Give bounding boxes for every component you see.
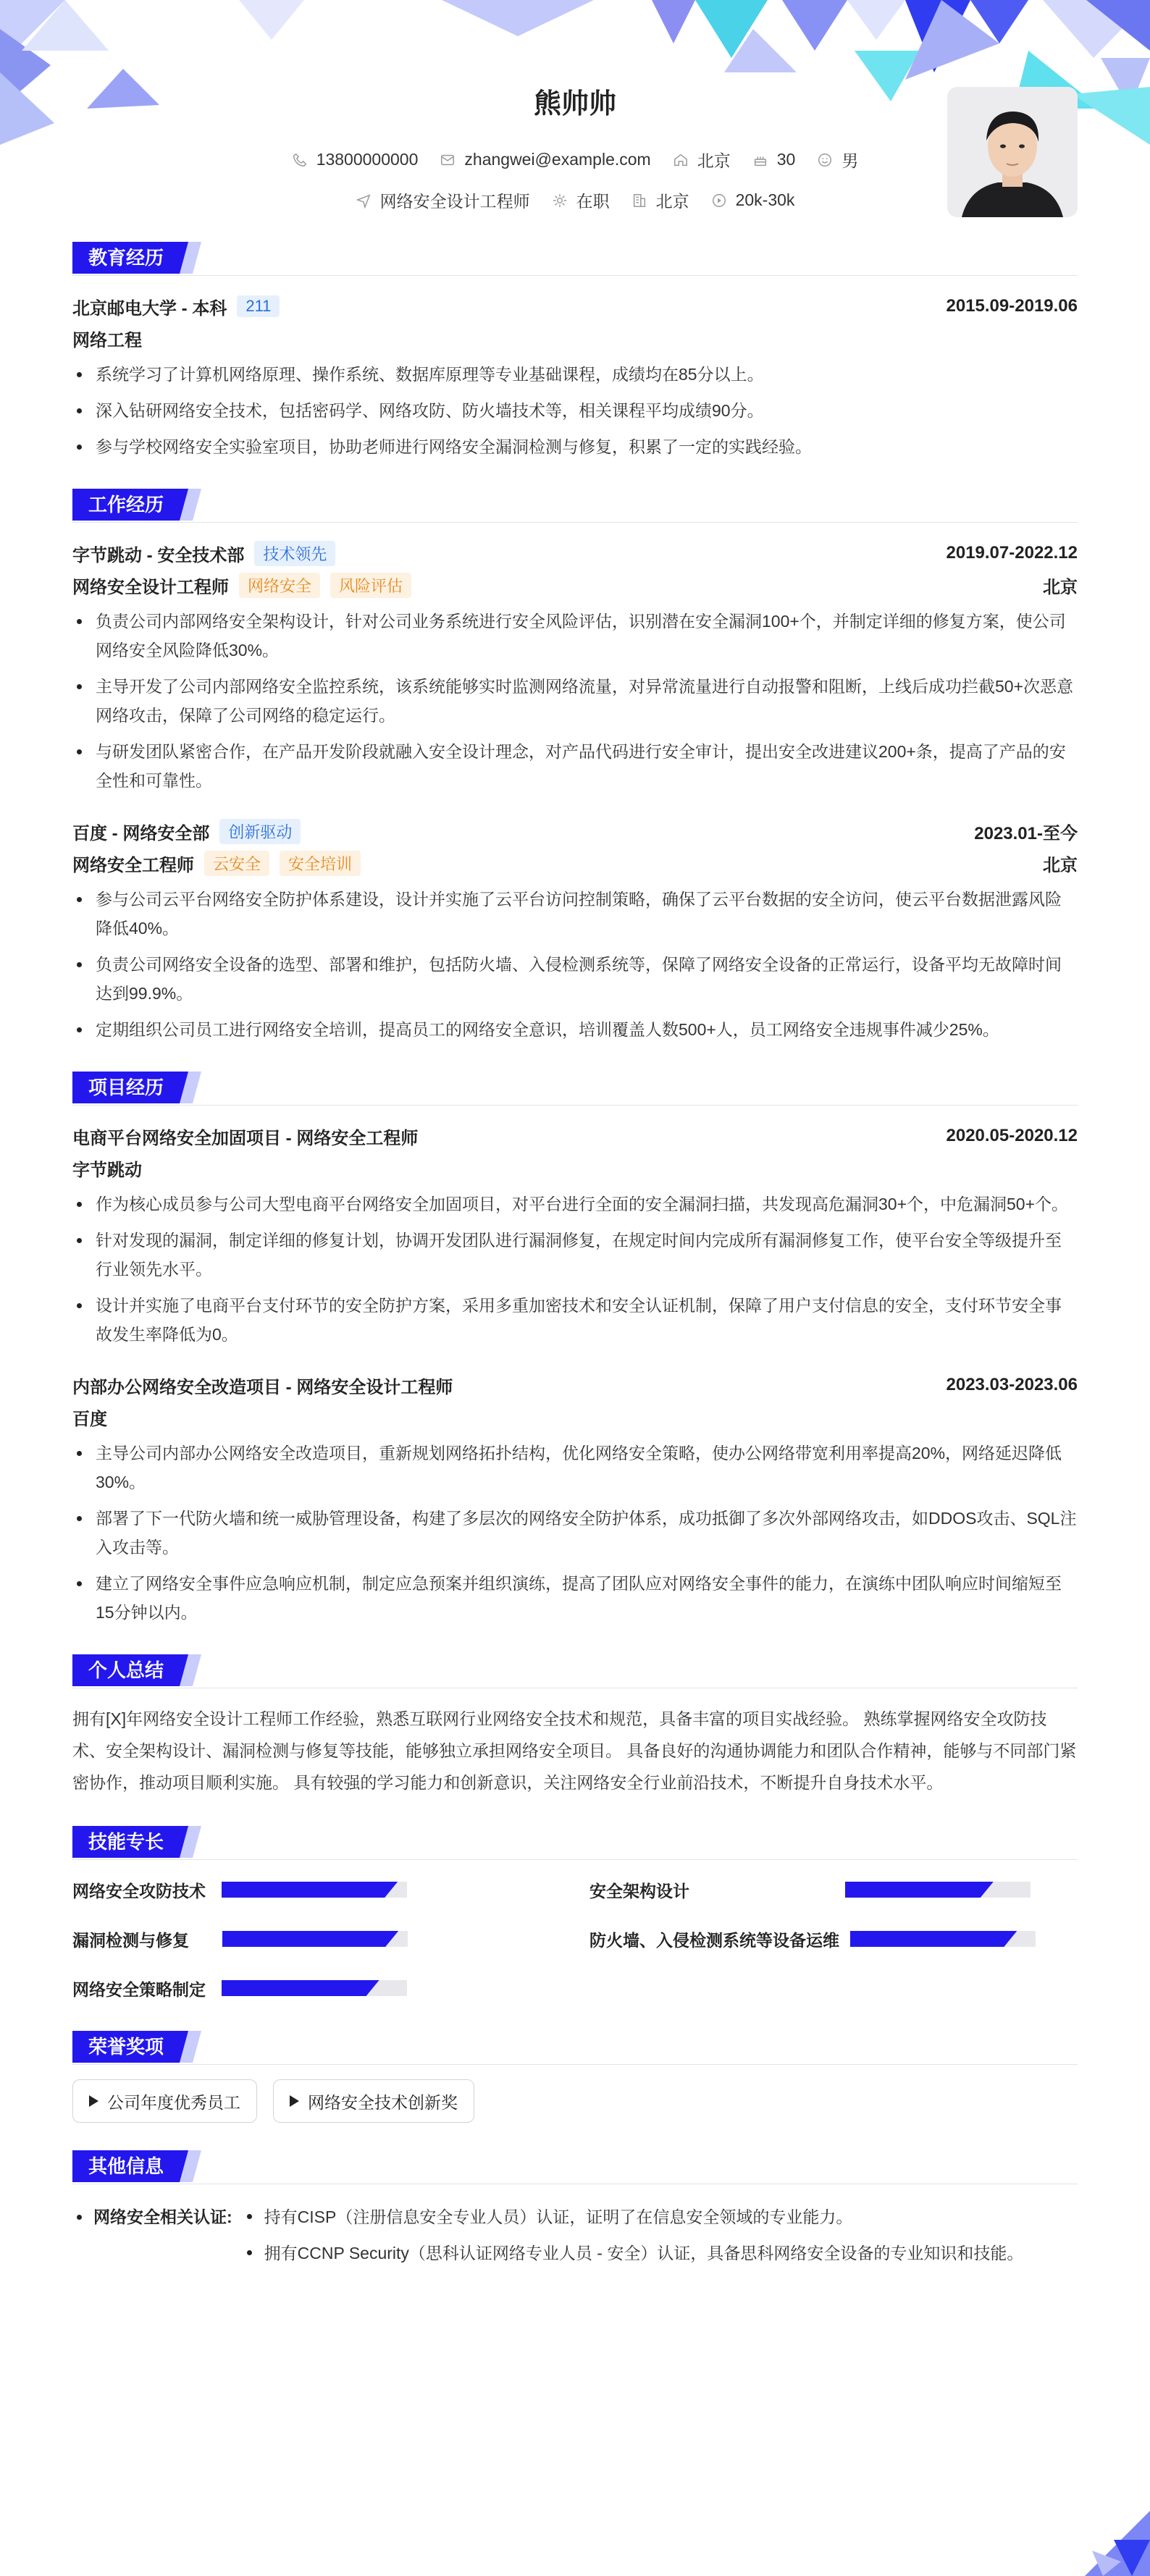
profile-photo xyxy=(947,87,1078,217)
section-header xyxy=(72,239,1078,276)
section-title-tail xyxy=(180,242,206,274)
project-period: 2020.05-2020.12 xyxy=(946,1126,1078,1145)
project-company: 字节跳动 xyxy=(72,1160,142,1180)
skills-section xyxy=(72,1823,1078,2003)
list-item: 持有CISP（注册信息安全专业人员）认证，证明了在信息安全领域的专业能力。 xyxy=(243,2199,1024,2235)
coin-icon xyxy=(711,193,727,209)
email-item xyxy=(440,150,650,169)
gear-icon xyxy=(552,193,568,209)
building-icon xyxy=(631,193,647,209)
city-value: 北京 xyxy=(697,151,731,170)
project-entry xyxy=(72,1120,1078,1349)
section-title-tail xyxy=(180,2031,206,2063)
section-header xyxy=(72,2028,1078,2065)
section-title-tail xyxy=(180,1072,206,1103)
project-company: 百度 xyxy=(72,1409,107,1429)
skill-bar-fill xyxy=(222,1931,398,1947)
section-title-tail xyxy=(180,1826,206,1858)
other-section xyxy=(72,2147,1078,2271)
job-role: 网络安全工程师 xyxy=(72,855,194,875)
phone-value: 13800000000 xyxy=(316,150,419,169)
role-tag: 网络安全 xyxy=(239,573,320,598)
list-item: 与研发团队紧密合作，在产品开发阶段就融入安全设计理念，对产品代码进行安全审计，提出安全改进建议200+条，提高了产品的安全性和可靠性。 xyxy=(72,737,1078,795)
phone-item xyxy=(292,150,419,169)
target-city-value: 北京 xyxy=(655,192,689,211)
awards-section xyxy=(72,2028,1078,2123)
section-title: 荣誉奖项 xyxy=(72,2031,180,2063)
cake-icon xyxy=(752,152,768,168)
section-header xyxy=(72,1651,1078,1688)
triangle-icon xyxy=(89,2095,98,2107)
section-title: 技能专长 xyxy=(72,1826,180,1858)
award-label: 网络安全技术创新奖 xyxy=(308,2092,458,2112)
projects-section xyxy=(72,1069,1078,1627)
status-item xyxy=(552,188,610,212)
school-name: 北京邮电大学 - 本科 xyxy=(72,298,227,319)
skill-item xyxy=(72,1874,561,1905)
skill-name: 漏洞检测与修复 xyxy=(72,1930,189,1950)
certification-label: 网络安全相关认证: xyxy=(93,2207,232,2226)
job-period: 2023.01-至今 xyxy=(974,823,1078,843)
education-section xyxy=(72,239,1078,461)
list-item: 主导公司内部办公网络安全改造项目，重新规划网络拓扑结构，优化网络安全策略，使办公网络带宽利用率提高20%，网络延迟降低30%。 xyxy=(72,1439,1078,1497)
role-tag: 云安全 xyxy=(204,851,269,876)
list-item: 主导开发了公司内部网络安全监控系统，该系统能够实时监测网络流量，对异常流量进行自动报警和阻断，上线后成功拦截50+次恶意网络攻击，保障了公司网络的稳定运行。 xyxy=(72,672,1078,730)
major: 网络工程 xyxy=(72,330,142,350)
section-title: 工作经历 xyxy=(72,489,180,521)
summary-section xyxy=(72,1651,1078,1798)
award-label: 公司年度优秀员工 xyxy=(107,2092,240,2112)
candidate-name: 熊帅帅 xyxy=(533,89,616,119)
role-tag: 风险评估 xyxy=(330,573,411,598)
job-period: 2019.07-2022.12 xyxy=(946,543,1078,563)
project-name: 电商平台网络安全加固项目 - 网络安全工程师 xyxy=(72,1128,419,1148)
status-value: 在职 xyxy=(576,192,610,211)
contact-row xyxy=(72,148,1078,172)
list-item: 深入钻研网络安全技术，包括密码学、网络攻防、防火墙技术等，相关课程平均成绩90分。 xyxy=(72,396,1078,425)
target-job-value: 网络安全设计工程师 xyxy=(379,192,530,211)
footer-decoration xyxy=(1070,2496,1150,2576)
list-item: 负责公司网络安全设备的选型、部署和维护，包括防火墙、入侵检测系统等，保障了网络安全设备的正常运行，设备平均无故障时间达到99.9%。 xyxy=(72,950,1078,1008)
skill-bar-fill xyxy=(222,1882,398,1898)
list-item: 拥有CCNP Security（思科认证网络专业人员 - 安全）认证，具备思科网络安全设备的专业知识和技能。 xyxy=(243,2235,1024,2271)
section-title: 个人总结 xyxy=(72,1654,180,1686)
skill-name: 网络安全策略制定 xyxy=(72,1979,206,1999)
certification-block xyxy=(72,2199,1078,2271)
job-entry xyxy=(72,815,1078,1044)
list-item: 作为核心成员参与公司大型电商平台网络安全加固项目，对平台进行全面的安全漏洞扫描，共发现高危漏洞30+个，中危漏洞50+个。 xyxy=(72,1190,1078,1218)
age-item xyxy=(752,150,796,169)
job-role: 网络安全设计工程师 xyxy=(72,577,229,597)
school-tag: 211 xyxy=(237,295,280,317)
award-chip xyxy=(273,2079,474,2123)
education-period: 2015.09-2019.06 xyxy=(946,296,1078,316)
home-icon xyxy=(673,152,689,168)
list-item: 定期组织公司员工进行网络安全培训，提高员工的网络安全意识，培训覆盖人数500+人，员工网络安全违规事件减少25%。 xyxy=(72,1015,1078,1044)
section-header xyxy=(72,2147,1078,2184)
salary-value: 20k-30k xyxy=(735,190,795,209)
work-section xyxy=(72,486,1078,1044)
skill-bar xyxy=(222,1931,408,1947)
skill-name: 网络安全攻防技术 xyxy=(72,1881,206,1901)
skill-bar xyxy=(845,1882,1031,1898)
company-name: 字节跳动 - 安全技术部 xyxy=(72,545,245,565)
skill-item xyxy=(589,1924,1078,1954)
job-location: 北京 xyxy=(1043,855,1078,875)
mail-icon xyxy=(440,152,456,168)
list-item: 参与公司云平台网络安全防护体系建设，设计并实施了云平台访问控制策略，确保了云平台数据的安全访问，使云平台数据泄露风险降低40%。 xyxy=(72,885,1078,943)
company-tag: 技术领先 xyxy=(254,541,335,566)
phone-icon xyxy=(292,152,308,168)
list-item: 部署了下一代防火墙和统一威胁管理设备，构建了多层次的网络安全防护体系，成功抵御了多次外部网络攻击，如DDOS攻击、SQL注入攻击等。 xyxy=(72,1504,1078,1562)
city-item xyxy=(673,148,731,172)
section-title: 项目经历 xyxy=(72,1072,180,1103)
target-job-item xyxy=(356,188,530,212)
job-location: 北京 xyxy=(1043,577,1078,597)
skill-item xyxy=(72,1924,561,1954)
salary-item xyxy=(711,190,795,210)
section-title-tail xyxy=(180,2150,206,2182)
job-entry xyxy=(72,537,1078,795)
list-item: 负责公司内部网络安全架构设计，针对公司业务系统进行安全风险评估，识别潜在安全漏洞100+个，并制定详细的修复方案，使公司网络安全风险降低30%。 xyxy=(72,607,1078,665)
award-chip xyxy=(72,2079,257,2123)
skill-bar-fill xyxy=(845,1882,994,1898)
section-title: 教育经历 xyxy=(72,242,180,274)
section-title: 其他信息 xyxy=(72,2150,180,2182)
smile-icon xyxy=(817,152,833,168)
skill-name: 防火墙、入侵检测系统等设备运维 xyxy=(589,1930,839,1950)
company-tag: 创新驱动 xyxy=(219,819,301,844)
summary-text: 拥有[X]年网络安全设计工程师工作经验，熟悉互联网行业网络安全技术和规范，具备丰富的项目实战经验。 熟练掌握网络安全攻防技术、安全架构设计、漏洞检测与修复等技能，能够独立承担网络安全项目。 具备良好的沟通协调能力和团队合作精神，能够与不同部门紧密协作，推动项目顺利实施。 具有较强的学习能力和创新意识，关注网络安全行业前沿技术，不断提升自身技术水平。 xyxy=(72,1709,1077,1792)
list-item: 参与学校网络安全实验室项目，协助老师进行网络安全漏洞检测与修复，积累了一定的实践经验。 xyxy=(72,432,1078,461)
skill-bar xyxy=(222,1980,407,1996)
skills-grid xyxy=(72,1874,1078,2003)
skill-name: 安全架构设计 xyxy=(589,1881,689,1901)
skill-item xyxy=(589,1874,1078,1905)
section-title-tail xyxy=(180,489,206,521)
triangle-icon xyxy=(290,2095,299,2107)
list-item: 系统学习了计算机网络原理、操作系统、数据库原理等专业基础课程，成绩均在85分以上。 xyxy=(72,360,1078,389)
section-header xyxy=(72,486,1078,523)
list-item: 针对发现的漏洞，制定详细的修复计划，协调开发团队进行漏洞修复，在规定时间内完成所有漏洞修复工作，使平台安全等级提升至行业领先水平。 xyxy=(72,1226,1078,1284)
skill-bar-fill xyxy=(222,1980,379,1996)
section-header xyxy=(72,1823,1078,1860)
gender-value: 男 xyxy=(841,151,859,170)
resume-header xyxy=(72,0,1078,232)
age-value: 30 xyxy=(776,150,796,169)
skill-bar xyxy=(222,1882,407,1898)
send-icon xyxy=(356,193,372,209)
role-tag: 安全培训 xyxy=(280,851,361,876)
project-entry xyxy=(72,1369,1078,1627)
skill-bar-fill xyxy=(850,1931,1017,1947)
company-name: 百度 - 网络安全部 xyxy=(72,823,210,843)
project-name: 内部办公网络安全改造项目 - 网络安全设计工程师 xyxy=(72,1377,453,1397)
project-period: 2023.03-2023.06 xyxy=(946,1375,1078,1394)
list-item: 建立了网络安全事件应急响应机制，制定应急预案并组织演练，提高了团队应对网络安全事件的能力，在演练中团队响应时间缩短至15分钟以内。 xyxy=(72,1569,1078,1627)
section-header xyxy=(72,1069,1078,1106)
gender-item xyxy=(817,148,858,172)
job-intent-row xyxy=(72,188,1078,212)
email-value: zhangwei@example.com xyxy=(464,150,651,169)
skill-item xyxy=(72,1973,561,2003)
list-item: 设计并实施了电商平台支付环节的安全防护方案，采用多重加密技术和安全认证机制，保障了用户支付信息的安全，支付环节安全事故发生率降低为0。 xyxy=(72,1291,1078,1349)
target-city-item xyxy=(631,188,689,212)
skill-bar xyxy=(850,1931,1036,1947)
section-title-tail xyxy=(180,1654,206,1686)
education-entry xyxy=(72,290,1078,461)
